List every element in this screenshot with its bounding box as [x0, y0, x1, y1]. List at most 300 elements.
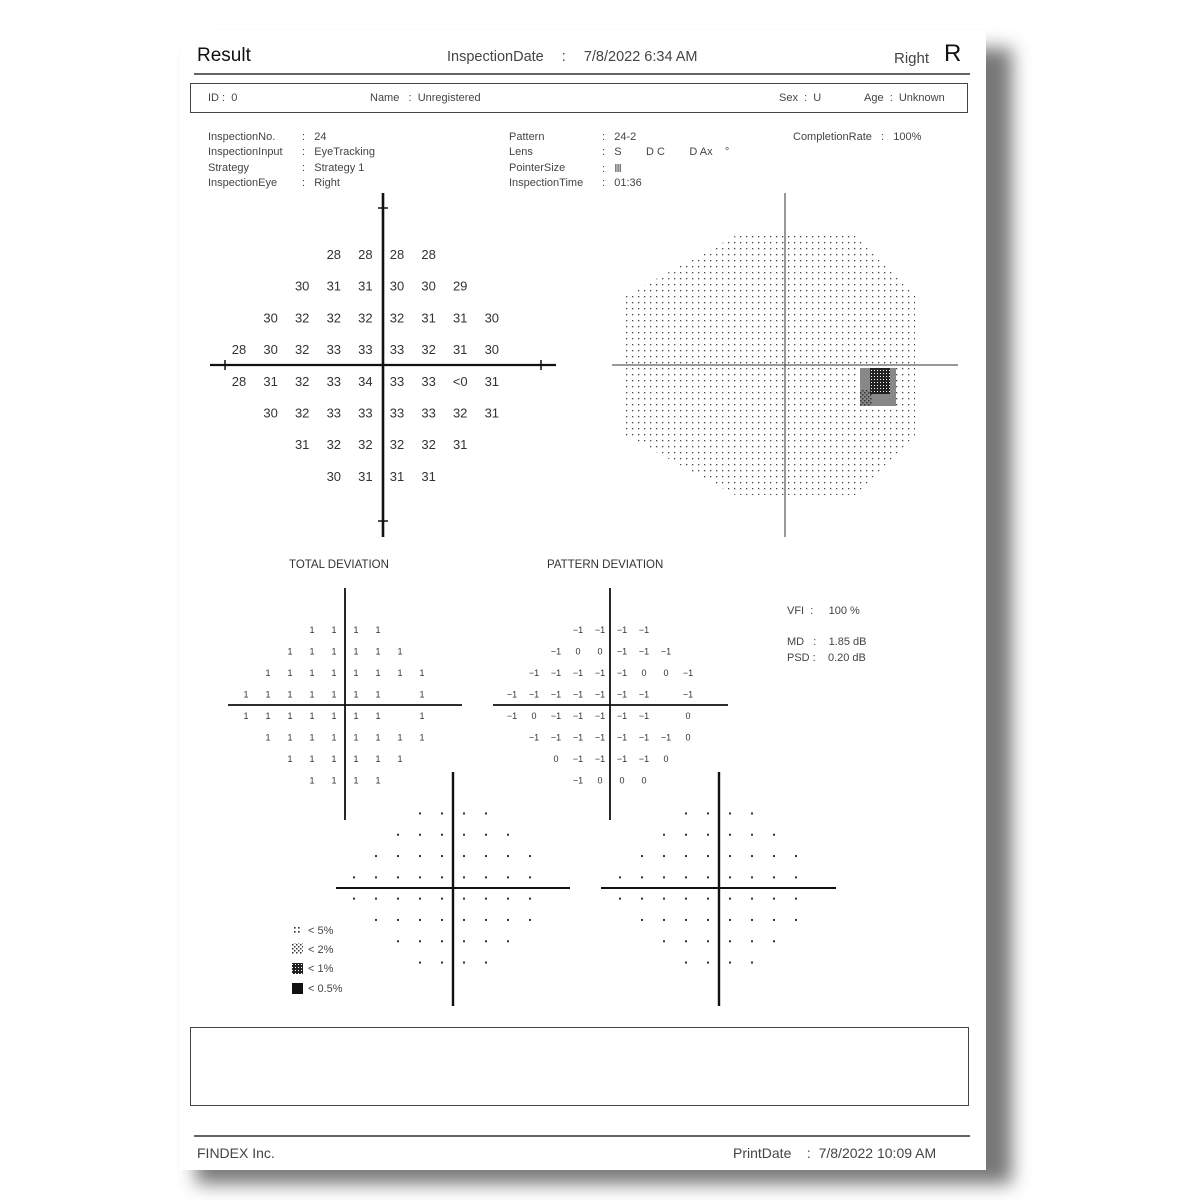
pd-prob-point [729, 962, 731, 964]
td-prob-point [529, 898, 531, 900]
td-prob-point [463, 855, 465, 857]
td-value: 1 [331, 625, 337, 635]
threshold-value: 30 [389, 278, 405, 294]
threshold-value: 31 [358, 278, 373, 294]
td-prob-point [419, 919, 421, 921]
inspection-date: InspectionDate : 7/8/2022 6:34 AM [447, 49, 698, 65]
td-prob-point [397, 919, 399, 921]
pd-prob-point [663, 876, 665, 878]
td-prob-point [419, 940, 421, 942]
td-value: 1 [287, 754, 293, 764]
pd-prob-point [773, 940, 775, 942]
pd-value: −1 [616, 668, 628, 678]
pd-value: −1 [594, 732, 606, 743]
pd-prob-point [729, 898, 731, 900]
td-prob-point [397, 876, 399, 878]
pd-value: 0 [597, 646, 603, 657]
td-prob-point [441, 940, 443, 942]
td-value: 1 [375, 646, 381, 657]
pd-prob-point [795, 898, 797, 900]
sex-value: U [813, 92, 822, 104]
threshold-value: 31 [452, 437, 468, 453]
threshold-value: 29 [452, 278, 468, 294]
pd-prob-point [641, 876, 643, 878]
pd-prob-point [773, 876, 775, 878]
psd-label: PSD [787, 652, 810, 664]
threshold-axes [210, 193, 556, 537]
td-value: 1 [375, 732, 381, 743]
threshold-value: 30 [421, 278, 436, 294]
info-label: InspectionEye [208, 177, 278, 189]
td-prob-point [375, 876, 377, 878]
td-prob-point [441, 855, 443, 857]
pd-prob-point [619, 876, 621, 878]
td-prob-point [353, 898, 355, 900]
td-prob-point [375, 898, 377, 900]
pd-value: −1 [572, 732, 584, 743]
info-value: : Ⅲ [602, 163, 622, 175]
td-value: 1 [419, 668, 425, 678]
pd-value: −1 [638, 625, 650, 635]
pd-value: 0 [553, 754, 559, 764]
pd-prob-point [707, 898, 709, 900]
pd-prob-point [641, 898, 643, 900]
threshold-value: 31 [452, 342, 468, 358]
td-prob-point [463, 898, 465, 900]
info-value: : EyeTracking [302, 146, 375, 158]
pd-prob-point [685, 855, 687, 857]
pd-value: −1 [616, 711, 628, 721]
pd-prob-point [663, 919, 665, 921]
pd-value: 0 [685, 732, 691, 743]
pd-prob-point [663, 834, 665, 836]
td-value: 1 [375, 625, 381, 635]
threshold-value: 32 [294, 310, 310, 326]
td-value: 1 [419, 689, 425, 700]
total-deviation-axes [228, 588, 462, 820]
md-row: MD : 1.85 dB [787, 636, 867, 648]
td-prob-point [375, 855, 377, 857]
info-label: Pattern [509, 131, 545, 143]
psd-value: 0.20 dB [827, 652, 866, 664]
grayscale-field [612, 193, 958, 537]
pd-value: −1 [616, 646, 628, 657]
pd-value: −1 [682, 689, 694, 700]
threshold-value: 32 [326, 437, 342, 453]
td-value: 1 [375, 711, 381, 721]
legend-label-05: < 0.5% [308, 983, 343, 995]
pd-value: −1 [594, 625, 606, 635]
pd-prob-point [795, 876, 797, 878]
pd-prob-point [707, 834, 709, 836]
id-value: 0 [231, 92, 238, 104]
pd-prob-point [707, 876, 709, 878]
td-value: 1 [419, 732, 425, 743]
pd-prob-point [751, 876, 753, 878]
pd-prob-point [751, 812, 753, 814]
threshold-value: 33 [326, 405, 342, 421]
td-value: 1 [397, 646, 403, 657]
pd-value: −1 [572, 689, 584, 700]
threshold-value: 30 [263, 342, 278, 358]
pd-prob-point [707, 855, 709, 857]
info-value: : 24 [302, 131, 327, 143]
td-value: 1 [397, 754, 403, 764]
td-prob-point [441, 876, 443, 878]
td-prob-point [507, 919, 509, 921]
pd-prob-point [685, 962, 687, 964]
pd-value: −1 [638, 646, 650, 657]
legend-symbol-checker [292, 963, 303, 974]
td-prob-point [485, 834, 487, 836]
td-value: 1 [353, 689, 359, 700]
td-prob-point [507, 834, 509, 836]
pd-value: −1 [572, 625, 584, 635]
pd-value: −1 [572, 754, 584, 764]
td-prob-point [485, 940, 487, 942]
pd-value: −1 [594, 668, 606, 678]
td-value: 1 [353, 646, 359, 657]
threshold-value: 32 [358, 437, 373, 453]
td-value: 1 [397, 668, 403, 678]
td-value: 1 [265, 711, 271, 721]
threshold-value: 31 [294, 437, 310, 453]
threshold-value: 28 [326, 247, 342, 262]
td-prob-point [463, 940, 465, 942]
threshold-value: 30 [484, 310, 500, 326]
td-value: 1 [353, 711, 359, 721]
pd-prob-point [773, 855, 775, 857]
eye-label: Right [894, 50, 930, 67]
total-deviation-title: TOTAL DEVIATION [289, 559, 389, 571]
pd-prob-point [729, 919, 731, 921]
pd-prob-point [707, 812, 709, 814]
pd-value: 0 [531, 711, 537, 721]
threshold-value: 32 [421, 342, 436, 358]
td-value: 1 [331, 646, 337, 657]
td-value: 1 [397, 732, 403, 743]
pd-value: −1 [572, 711, 584, 721]
threshold-value: 31 [484, 373, 500, 389]
pd-prob-point [663, 940, 665, 942]
td-value: 1 [353, 625, 359, 635]
comment-box [190, 1027, 969, 1106]
td-prob-point [441, 919, 443, 921]
threshold-value: 33 [389, 405, 405, 421]
td-value: 1 [353, 775, 359, 786]
pd-prob-point [751, 940, 753, 942]
pd-prob-point [663, 898, 665, 900]
pd-prob-point [795, 855, 797, 857]
report-title: Result [197, 45, 251, 66]
threshold-value: 32 [421, 437, 436, 453]
pd-value: −1 [594, 711, 606, 721]
threshold-value: 30 [484, 342, 500, 358]
threshold-value: 33 [421, 373, 436, 389]
td-prob-point [419, 855, 421, 857]
td-prob-point [507, 940, 509, 942]
print-date: PrintDate : 7/8/2022 10:09 AM [733, 1145, 937, 1161]
td-prob-point [419, 898, 421, 900]
td-value: 1 [309, 689, 315, 700]
legend-symbol-sparse [292, 943, 303, 954]
td-prob-point [507, 898, 509, 900]
threshold-value: 33 [358, 405, 373, 421]
print-date-label: PrintDate [733, 1145, 792, 1161]
print-date-value: 7/8/2022 10:09 AM [818, 1145, 937, 1161]
threshold-value: 31 [326, 278, 342, 294]
pd-prob-point [751, 855, 753, 857]
threshold-value: 31 [358, 468, 373, 484]
pd-value: 0 [663, 668, 669, 678]
md-value: 1.85 dB [828, 636, 867, 648]
pd-prob-point [641, 855, 643, 857]
info-label: InspectionTime [509, 177, 584, 189]
completion-label: CompletionRate [793, 131, 872, 143]
td-prob-point [419, 876, 421, 878]
td-value: 1 [309, 646, 315, 657]
td-value: 1 [309, 711, 315, 721]
pd-value: −1 [594, 689, 606, 700]
name-value: Unregistered [417, 92, 481, 104]
pd-value: −1 [660, 646, 672, 657]
td-value: 1 [287, 732, 293, 743]
td-value: 1 [375, 668, 381, 678]
td-prob-point [441, 812, 443, 814]
inspection-date-label: InspectionDate [447, 49, 544, 65]
td-prob-point [397, 834, 399, 836]
threshold-value: 28 [231, 373, 247, 389]
td-value: 1 [309, 754, 315, 764]
td-prob-point [397, 898, 399, 900]
threshold-value: 28 [389, 247, 405, 262]
pd-prob-point [729, 940, 731, 942]
td-prob-point [529, 855, 531, 857]
td-value: 1 [287, 711, 293, 721]
td-value: 1 [375, 754, 381, 764]
td-prob-point [419, 834, 421, 836]
pd-value: −1 [528, 732, 540, 743]
td-value: 1 [309, 668, 315, 678]
td-prob-point [463, 812, 465, 814]
info-value: : S D C D Ax ° [602, 146, 730, 158]
pd-value: 0 [663, 754, 669, 764]
threshold-value: 32 [358, 310, 373, 326]
td-prob-point [485, 962, 487, 964]
threshold-value: 32 [389, 310, 405, 326]
pattern-deviation-axes [493, 588, 728, 820]
completion-rate: CompletionRate : 100% [793, 131, 922, 143]
info-label: InspectionInput [208, 146, 283, 158]
td-value: 1 [331, 754, 337, 764]
td-prob-point [419, 812, 421, 814]
threshold-value: 32 [452, 405, 468, 421]
pd-prob-point [773, 898, 775, 900]
td-value: 1 [309, 732, 315, 743]
pd-prob-point [773, 834, 775, 836]
info-label: PointerSize [509, 162, 566, 174]
threshold-value: 28 [231, 342, 247, 358]
legend-symbol-solid [292, 983, 303, 994]
eye-letter: R [944, 40, 962, 67]
threshold-value: 31 [421, 310, 436, 326]
threshold-value: 31 [452, 310, 468, 326]
pd-value: −1 [550, 668, 562, 678]
patient-age: Age : Unknown [864, 92, 945, 104]
threshold-value: 28 [421, 247, 436, 262]
age-label: Age [864, 92, 884, 104]
td-prob-point [529, 919, 531, 921]
pd-prob-point [751, 962, 753, 964]
legend-label-1: < 1% [308, 963, 334, 975]
td-value: 1 [265, 732, 271, 743]
threshold-value: 30 [294, 278, 310, 294]
sex-label: Sex [779, 92, 798, 104]
td-prob-point [463, 962, 465, 964]
threshold-value: 31 [263, 373, 278, 389]
pd-value: −1 [550, 689, 562, 700]
td-value: 1 [353, 754, 359, 764]
info-value: : Strategy 1 [302, 162, 365, 174]
pd-prob-point [751, 919, 753, 921]
td-value: 1 [287, 646, 293, 657]
pd-prob-point [685, 876, 687, 878]
td-value: 1 [331, 711, 337, 721]
td-prob-point [529, 876, 531, 878]
threshold-value: 33 [389, 342, 405, 358]
md-label: MD [787, 636, 805, 648]
inspection-date-value: 7/8/2022 6:34 AM [583, 49, 698, 65]
threshold-value: 33 [326, 342, 342, 358]
td-prob-point [507, 876, 509, 878]
threshold-value: 33 [326, 373, 342, 389]
threshold-value: 33 [389, 373, 405, 389]
td-prob-point [441, 962, 443, 964]
pd-prob-point [685, 812, 687, 814]
pd-prob-point [729, 812, 731, 814]
td-prob-point [485, 876, 487, 878]
grayscale-defect-sparse [860, 390, 872, 406]
pd-value: −1 [528, 689, 540, 700]
pd-value: 0 [597, 775, 603, 786]
pd-prob-point [641, 919, 643, 921]
footer-rule [194, 1135, 970, 1137]
threshold-value: 32 [294, 373, 310, 389]
td-value: 1 [353, 668, 359, 678]
pd-value: 0 [641, 775, 647, 786]
threshold-value: 31 [389, 468, 405, 484]
patient-id: ID : 0 [208, 92, 238, 104]
td-prob-point [463, 876, 465, 878]
td-value: 1 [353, 732, 359, 743]
td-value: 1 [419, 711, 425, 721]
pd-value: −1 [616, 732, 628, 743]
td-prob-point [441, 898, 443, 900]
threshold-value: 30 [263, 310, 278, 326]
threshold-value: 33 [421, 405, 436, 421]
threshold-value: 30 [326, 468, 342, 484]
td-value: 1 [309, 775, 315, 786]
pd-prob-point [751, 898, 753, 900]
td-prob-point [397, 940, 399, 942]
legend-symbols [292, 927, 303, 994]
pd-value: −1 [550, 732, 562, 743]
td-value: 1 [331, 732, 337, 743]
threshold-value: 31 [484, 405, 500, 421]
patient-name: Name : Unregistered [370, 92, 481, 104]
pd-value: −1 [660, 732, 672, 743]
td-prob-point [419, 962, 421, 964]
pd-prob-point [707, 940, 709, 942]
pd-value: −1 [550, 711, 562, 721]
td-prob-point [375, 919, 377, 921]
info-label: InspectionNo. [208, 131, 276, 143]
threshold-value: 28 [358, 247, 373, 262]
threshold-value: 32 [389, 437, 405, 453]
pd-value: −1 [616, 625, 628, 635]
td-value: 1 [287, 668, 293, 678]
vfi-value: 100 % [828, 605, 860, 617]
td-prob-point [485, 855, 487, 857]
pd-prob-point [619, 898, 621, 900]
pd-value: 0 [641, 668, 647, 678]
info-label: Strategy [208, 162, 249, 174]
threshold-value: 32 [294, 405, 310, 421]
pattern-deviation-title: PATTERN DEVIATION [547, 559, 664, 571]
td-prob-point [485, 919, 487, 921]
pd-value: −1 [638, 711, 650, 721]
td-prob-point [353, 876, 355, 878]
pd-prob-point [729, 834, 731, 836]
td-value: 1 [265, 668, 271, 678]
info-value: : 24-2 [602, 131, 637, 143]
pd-value: 0 [619, 775, 625, 786]
company-name: FINDEX Inc. [197, 1145, 275, 1161]
pd-value: −1 [506, 689, 518, 700]
pd-probability-axes [601, 772, 836, 1006]
id-label: ID [208, 92, 219, 104]
pd-value: −1 [594, 754, 606, 764]
pd-prob-point [751, 834, 753, 836]
pd-prob-point [685, 940, 687, 942]
pd-prob-point [729, 855, 731, 857]
td-prob-point [485, 812, 487, 814]
threshold-value: 32 [294, 342, 310, 358]
td-prob-point [463, 834, 465, 836]
td-value: 1 [243, 711, 249, 721]
pd-value: −1 [638, 754, 650, 764]
legend-symbol-dots [294, 927, 300, 933]
pd-value: 0 [575, 646, 581, 657]
td-value: 1 [243, 689, 249, 700]
pd-value: −1 [572, 775, 584, 786]
vfi-label: VFI [787, 605, 805, 617]
pd-prob-point [663, 855, 665, 857]
psd-row: PSD : 0.20 dB [787, 652, 866, 664]
pd-prob-point [685, 919, 687, 921]
legend-label-5: < 5% [308, 925, 334, 937]
threshold-value: 32 [326, 310, 342, 326]
pd-prob-point [685, 898, 687, 900]
td-value: 1 [265, 689, 271, 700]
pd-prob-point [729, 876, 731, 878]
pd-value: −1 [572, 668, 584, 678]
td-prob-point [507, 855, 509, 857]
pd-value: −1 [550, 646, 562, 657]
pd-prob-point [685, 834, 687, 836]
name-label: Name [370, 92, 400, 104]
td-value: 1 [331, 668, 337, 678]
